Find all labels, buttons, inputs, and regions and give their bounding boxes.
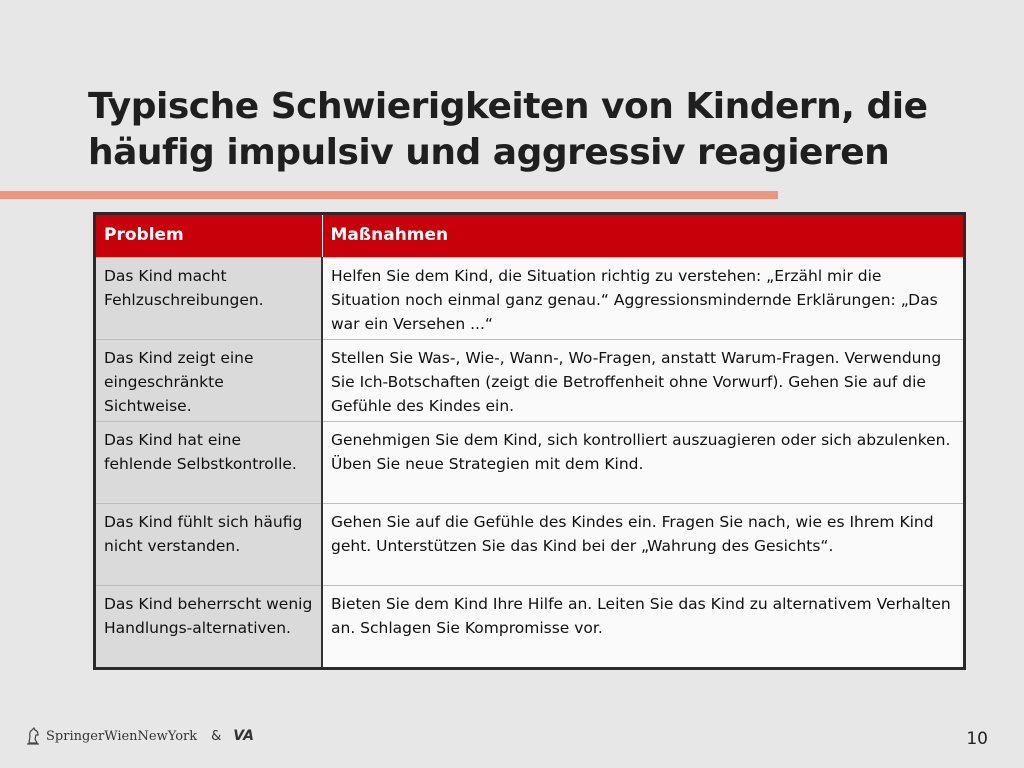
problem-cell: Das Kind fühlt sich häufig nicht verstanden. [96, 503, 322, 585]
problem-cell: Das Kind beherrscht wenig Handlungs-alternativen. [96, 585, 322, 667]
problem-cell: Das Kind zeigt eine eingeschränkte Sichtweise. [96, 339, 322, 421]
table-row [96, 585, 963, 667]
partner-logo: VA [233, 728, 254, 744]
slide-title-line-1: Typische Schwierigkeiten von Kindern, die [88, 86, 928, 127]
table-row [96, 503, 963, 585]
slide-title [88, 84, 988, 176]
table-row [96, 339, 963, 421]
measure-cell: Stellen Sie Was-, Wie-, Wann-, Wo-Fragen, anstatt Warum-Fragen. Verwendung Sie Ich-Botschaften (zeigt die Betroffenheit ohne Vorwurf). Gehen Sie auf die Gefühle des Kindes ein. [322, 339, 963, 421]
table-header-row [96, 215, 963, 257]
header-problem: Problem [96, 215, 322, 257]
table-row [96, 257, 963, 339]
publisher-logo [26, 727, 254, 745]
problem-cell: Das Kind hat eine fehlende Selbstkontrolle. [96, 421, 322, 503]
springer-horse-icon [26, 727, 40, 745]
problem-cell: Das Kind macht Fehlzuschreibungen. [96, 257, 322, 339]
measure-cell: Genehmigen Sie dem Kind, sich kontrolliert auszuagieren oder sich abzulenken. Üben Sie neue Strategien mit dem Kind. [322, 421, 963, 503]
measure-cell: Gehen Sie auf die Gefühle des Kindes ein. Fragen Sie nach, wie es Ihrem Kind geht. Unterstützen Sie das Kind bei der „Wahrung des Gesichts“. [322, 503, 963, 585]
slide-title-line-2: häufig impulsiv und aggressiv reagieren [88, 132, 890, 173]
title-accent-bar [0, 191, 778, 199]
problems-table [93, 212, 966, 670]
header-measures: Maßnahmen [322, 215, 963, 257]
page-number: 10 [966, 729, 988, 749]
publisher-name: SpringerWienNewYork [46, 728, 198, 744]
measure-cell: Bieten Sie dem Kind Ihre Hilfe an. Leiten Sie das Kind zu alternativem Verhalten an. Schlagen Sie Kompromisse vor. [322, 585, 963, 667]
footer-ampersand: & [211, 728, 222, 744]
measure-cell: Helfen Sie dem Kind, die Situation richtig zu verstehen: „Erzähl mir die Situation noch einmal ganz genau.“ Aggressionsmindernde Erklärungen: „Das war ein Versehen ...“ [322, 257, 963, 339]
table-row [96, 421, 963, 503]
